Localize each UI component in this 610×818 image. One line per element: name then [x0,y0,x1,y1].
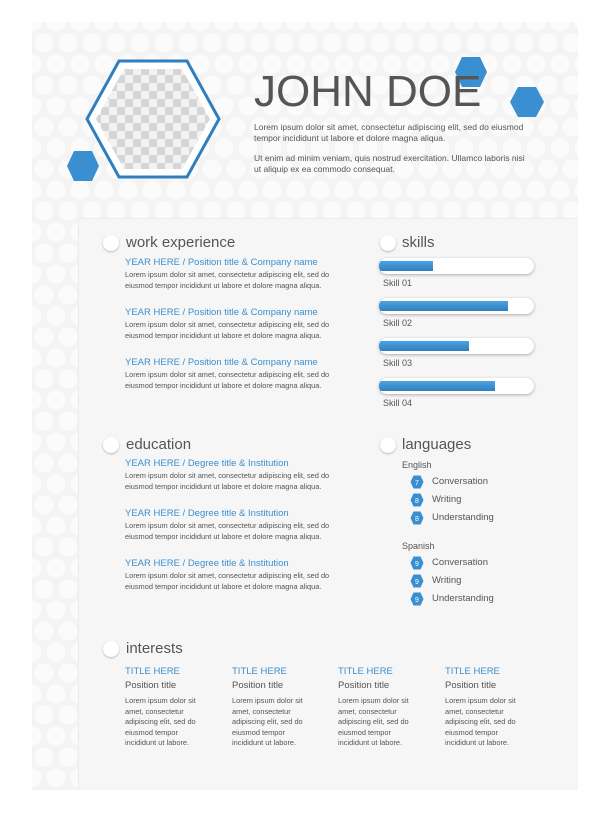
skill-fill [379,261,433,271]
level-score: 9 [415,561,419,568]
level-score: 9 [415,579,419,586]
interest-position: Position title [445,680,497,691]
section-title-languages: languages [402,436,472,453]
work-entry-text [125,270,329,291]
education-entry-heading: YEAR HERE / Degree title & Institution [125,508,289,519]
interest-description [338,696,428,749]
skill-label: Skill 04 [383,398,413,408]
section-title-work: work experience [126,234,236,251]
blue-hexagon-icon [66,150,100,182]
language-skill-label: Conversation [432,476,488,487]
text-line: Lorem ipsum dolor sit amet, consectetur adipiscing elit, sed do [125,471,330,480]
text-line: amet, consectetur [125,706,184,716]
text-line: incididunt ut labore. [445,738,510,747]
level-score: 8 [415,516,419,523]
level-hexagon-icon [410,493,424,507]
section-bullet-icon [103,641,119,657]
text-line: Lorem ipsum dolor sit [125,696,196,705]
text-line: Lorem ipsum dolor sit amet, consectetur adipiscing elit, sed do [125,571,330,580]
interest-description [445,696,535,749]
interest-position: Position title [125,680,177,691]
text-line: Lorem ipsum dolor sit amet, consectetur adipiscing elit, sed do [125,521,330,530]
work-entry-text [125,320,329,341]
text-line: incididunt ut labore. [338,738,403,747]
text-line: Lorem ipsum dolor sit amet, consectetur adipiscing elit, sed do [125,320,330,329]
text-line: eiusmod tempor [232,727,285,737]
text-line: eiusmod tempor incididunt ut labore et dolore magna aliqua. [125,280,322,290]
text-line: eiusmod tempor incididunt ut labore et dolore magna aliqua. [125,581,322,591]
skill-fill [379,301,508,311]
level-hexagon-icon [410,574,424,588]
text-line: Lorem ipsum dolor sit [232,696,303,705]
text-line: amet, consectetur [232,706,291,716]
skill-label: Skill 02 [383,318,413,328]
text-line: eiusmod tempor incididunt ut labore et dolore magna aliqua. [125,380,322,390]
text-line: incididunt ut labore. [125,738,190,747]
work-entry-heading: YEAR HERE / Position title & Company name [125,357,318,368]
language-name: Spanish [402,541,435,551]
person-name: JOHN DOE [254,67,482,116]
photo-placeholder [85,59,221,179]
intro-paragraph [254,153,529,175]
interest-position: Position title [338,680,390,691]
intro-line: Lorem ipsum dolor sit amet, consectetur adipiscing elit, sed do eiusmod [254,122,524,132]
text-line: eiusmod tempor [338,727,391,737]
skill-bar [379,338,534,354]
language-name: English [402,460,432,470]
level-hexagon-icon [410,511,424,525]
text-line: adipiscing elit, sed do [445,717,516,726]
language-skill-label: Conversation [432,557,488,568]
section-title-skills: skills [402,234,435,251]
language-skill-label: Understanding [432,593,494,604]
text-line: amet, consectetur [445,706,504,716]
level-hexagon-icon [410,592,424,606]
work-entry-heading: YEAR HERE / Position title & Company name [125,257,318,268]
level-hexagon-icon [410,475,424,489]
text-line: Lorem ipsum dolor sit [338,696,409,705]
text-line: Lorem ipsum dolor sit [445,696,516,705]
language-skill-label: Writing [432,575,462,586]
skill-fill [379,341,469,351]
interest-title: TITLE HERE [338,666,393,677]
skill-label: Skill 03 [383,358,413,368]
education-entry-text [125,521,329,542]
section-bullet-icon [103,437,119,453]
interest-position: Position title [232,680,284,691]
interest-title: TITLE HERE [125,666,180,677]
text-line: adipiscing elit, sed do [125,717,196,726]
text-line: eiusmod tempor incididunt ut labore et dolore magna aliqua. [125,531,322,541]
text-line: Lorem ipsum dolor sit amet, consectetur adipiscing elit, sed do [125,370,330,379]
blue-hexagon-icon [509,86,545,118]
interest-title: TITLE HERE [445,666,500,677]
level-score: 9 [415,597,419,604]
text-line: adipiscing elit, sed do [232,717,303,726]
interest-description [232,696,322,749]
level-score: 7 [415,480,419,487]
text-line: Lorem ipsum dolor sit amet, consectetur adipiscing elit, sed do [125,270,330,279]
skill-label: Skill 01 [383,278,413,288]
section-bullet-icon [380,437,396,453]
text-line: adipiscing elit, sed do [338,717,409,726]
text-line: eiusmod tempor incididunt ut labore et dolore magna aliqua. [125,481,322,491]
text-line: incididunt ut labore. [232,738,297,747]
intro-line: Ut enim ad minim veniam, quis nostrud exercitation. Ullamco laboris nisi [254,153,525,163]
interest-description [125,696,215,749]
section-bullet-icon [103,235,119,251]
education-entry-text [125,471,329,492]
section-bullet-icon [380,235,396,251]
language-skill-label: Writing [432,494,462,505]
work-entry-heading: YEAR HERE / Position title & Company name [125,307,318,318]
education-entry-heading: YEAR HERE / Degree title & Institution [125,458,289,469]
text-line: eiusmod tempor [445,727,498,737]
language-skill-label: Understanding [432,512,494,523]
intro-line: ut aliquip ex ea commodo consequat. [254,164,395,174]
skill-fill [379,381,495,391]
work-entry-text [125,370,329,391]
skill-bar [379,258,534,274]
skill-bar [379,378,534,394]
level-hexagon-icon [410,556,424,570]
text-line: amet, consectetur [338,706,397,716]
education-entry-text [125,571,329,592]
section-title-education: education [126,436,192,453]
interest-title: TITLE HERE [232,666,287,677]
intro-line: tempor incididunt ut labore et dolore magna aliqua. [254,133,446,143]
skill-bar [379,298,534,314]
text-line: eiusmod tempor incididunt ut labore et dolore magna aliqua. [125,330,322,340]
section-title-interests: interests [126,640,183,657]
intro-paragraph [254,122,529,144]
text-line: eiusmod tempor [125,727,178,737]
education-entry-heading: YEAR HERE / Degree title & Institution [125,558,289,569]
level-score: 8 [415,498,419,505]
